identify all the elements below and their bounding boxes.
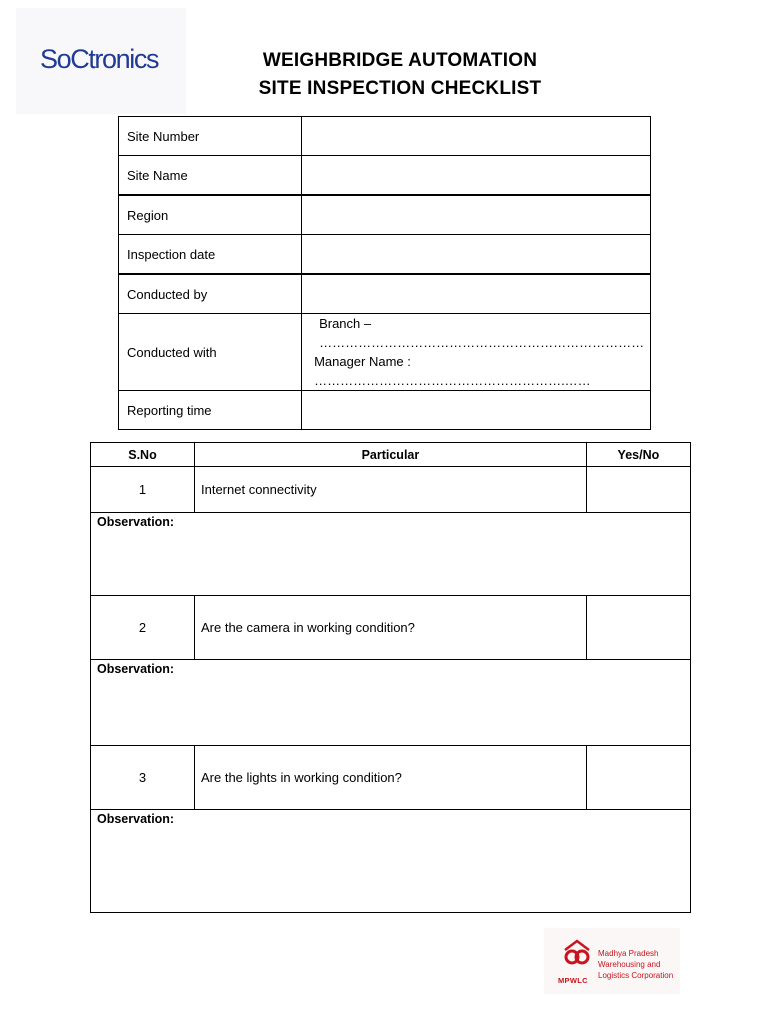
- observation-field[interactable]: [91, 810, 691, 913]
- checklist-item-row: [91, 746, 691, 810]
- mpwlc-name-line: Logistics Corporation: [598, 971, 674, 980]
- yes-no-field[interactable]: [586, 746, 690, 810]
- site-number-field[interactable]: [302, 117, 651, 156]
- yes-no-field[interactable]: [586, 596, 690, 660]
- document-subtitle: SITE INSPECTION CHECKLIST: [258, 78, 542, 99]
- info-row-conducted-with: [119, 314, 651, 391]
- observation-row: [91, 660, 691, 746]
- item-number: 3: [91, 746, 195, 810]
- observation-field[interactable]: [91, 513, 691, 596]
- yes-no-field[interactable]: [586, 467, 690, 513]
- observation-row: [91, 810, 691, 913]
- conducted-with-field[interactable]: [302, 314, 651, 391]
- checklist-table: [90, 442, 691, 913]
- observation-field[interactable]: [91, 660, 691, 746]
- checklist-item-row: [91, 467, 691, 513]
- document-title: WEIGHBRIDGE AUTOMATION: [262, 50, 538, 71]
- info-label: Conducted with: [119, 314, 302, 391]
- info-label: Reporting time: [119, 391, 302, 430]
- branch-line: Branch – …………………………………………………………………: [319, 316, 645, 350]
- info-label: Site Number: [119, 117, 302, 156]
- region-field[interactable]: [302, 195, 651, 235]
- mpwlc-name: [598, 948, 673, 981]
- info-row-inspection-date: [119, 235, 651, 275]
- info-row-site-name: [119, 156, 651, 196]
- site-name-field[interactable]: [302, 156, 651, 196]
- info-row-site-number: [119, 117, 651, 156]
- info-label: Site Name: [119, 156, 302, 196]
- mpwlc-abbreviation: MPWLC: [558, 976, 588, 985]
- sno-header: S.No: [91, 443, 195, 467]
- info-label: Inspection date: [119, 235, 302, 275]
- inspection-date-field[interactable]: [302, 235, 651, 275]
- observation-label: Observation:: [97, 515, 175, 529]
- observation-label: Observation:: [97, 812, 175, 826]
- conducted-by-field[interactable]: [302, 274, 651, 314]
- info-row-conducted-by: [119, 274, 651, 314]
- checklist-header-row: [91, 443, 691, 467]
- mpwlc-name-line: Madhya Pradesh: [598, 949, 659, 958]
- item-particular: Are the camera in working condition?: [195, 596, 587, 660]
- yes-no-header: Yes/No: [586, 443, 690, 467]
- item-number: 2: [91, 596, 195, 660]
- mpwlc-emblem-icon: [562, 938, 592, 968]
- item-number: 1: [91, 467, 195, 513]
- info-label: Region: [119, 195, 302, 235]
- info-row-reporting-time: [119, 391, 651, 430]
- soctronics-logo-text: SoCtronics: [40, 44, 159, 74]
- site-info-table: [118, 116, 651, 430]
- mpwlc-name-line: Warehousing and: [598, 960, 661, 969]
- info-row-region: [119, 195, 651, 235]
- particular-header: Particular: [195, 443, 587, 467]
- observation-label: Observation:: [97, 662, 175, 676]
- observation-row: [91, 513, 691, 596]
- info-label: Conducted by: [119, 274, 302, 314]
- checklist-item-row: [91, 596, 691, 660]
- item-particular: Internet connectivity: [195, 467, 587, 513]
- reporting-time-field[interactable]: [302, 391, 651, 430]
- item-particular: Are the lights in working condition?: [195, 746, 587, 810]
- manager-name-line: Manager Name : ………………………………………………….……: [314, 354, 591, 388]
- mpwlc-logo: [544, 928, 680, 994]
